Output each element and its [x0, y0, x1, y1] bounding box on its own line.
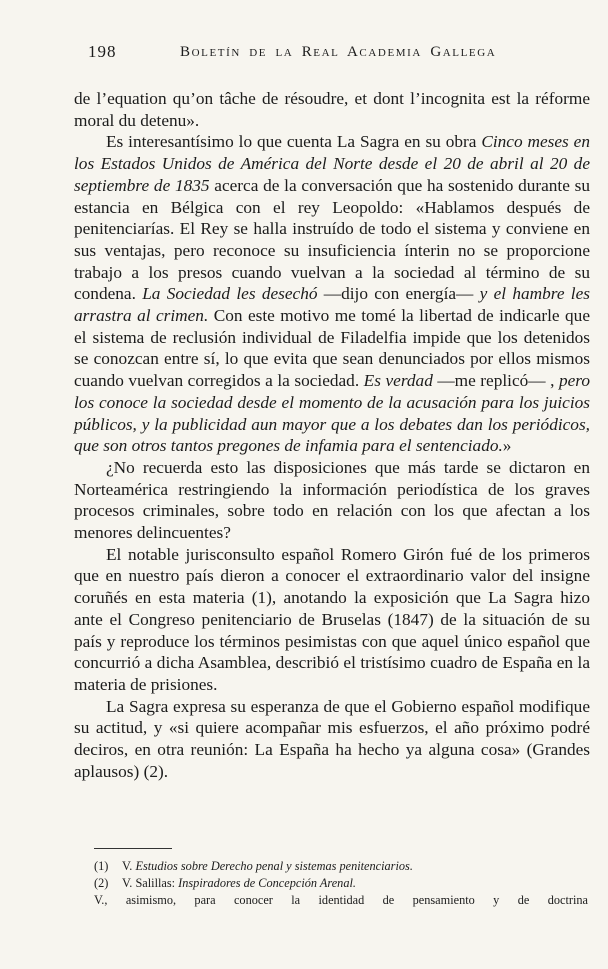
- paragraph-1: [74, 88, 590, 131]
- page-number: 198: [88, 42, 117, 61]
- running-title: Boletín de la Real Academia Gallega: [180, 44, 497, 60]
- italic-text-run: La Sociedad les desechó: [142, 284, 318, 304]
- footnote-number: (1): [94, 859, 109, 873]
- paragraph-5: [74, 696, 590, 783]
- italic-text-run: Inspiradores de Concepción Arenal.: [178, 876, 356, 890]
- text-run: La Sagra expresa su esperanza de que el Gobierno español modifique su actitud, y «si quiere acompañar mis esfuerzos, el año próximo podré deciros, en otra reunión: La España ha hecho ya alguna cosa» (Grandes aplausos) (2).: [74, 696, 590, 781]
- paragraph-4: [74, 544, 590, 696]
- italic-text-run: pero los conoce la sociedad desde el momento de la acusación para los juicios públicos, y la publicidad aun mayor que a los debates dan los periódicos, que son otros tantos pregones de infamia para el sentenciado.: [74, 371, 590, 456]
- text-run: El notable jurisconsulto español Romero Girón fué de los primeros que en nuestro país dieron a conocer el extraordinario valor del insigne coruñés en esta materia (1), anotando la exposición que La Sagra hizo ante el Congreso penitenciario de Bruselas (1847) de la situación de su país y reproduce los términos pesimistas con que aquel único español que concurrió a dicha Asamblea, describió el tristísimo cuadro de España en la materia de prisiones.: [74, 544, 590, 694]
- text-run: Es interesantísimo lo que cuenta La Sagra en su obra: [106, 132, 482, 152]
- body-text: [74, 88, 590, 783]
- page-header: [88, 42, 572, 64]
- text-run: de l’equation qu’on tâche de résoudre, et dont l’incognita est la réforme moral du detenu».: [74, 89, 590, 130]
- italic-text-run: y el hambre les arrastra al crimen.: [74, 284, 590, 326]
- text-run: »: [502, 436, 512, 456]
- text-run: V. Salillas:: [122, 876, 179, 890]
- text-run: Con este motivo me tomé la libertad de indicarle que el sistema de reclusión individual de Filadelfia impide que los detenidos se conozcan entre sí, lo que evita que sean denunciados por ellos mismos cuando vuelvan corregidos a la sociedad.: [74, 306, 590, 391]
- footnote-2: [94, 875, 588, 892]
- text-run: —dijo con energía—: [317, 284, 480, 304]
- text-run: acerca de la conversación que ha sostenido durante su estancia en Bélgica con el rey Leopoldo: «Hablamos después de penitenciarías. El Rey se halla instruído de todo el sistema y conviene en sus ventajas, pero reconoce su insuficiencia ínterin no se proporcione trabajo a los presos cuando vuelvan a la sociedad al término de su condena.: [74, 175, 590, 304]
- footnotes: [94, 858, 588, 909]
- paragraph-2: [74, 131, 590, 457]
- footnote-text: [122, 876, 356, 890]
- footnote-number: (2): [94, 876, 109, 890]
- footnote-text: [122, 859, 413, 873]
- italic-text-run: Es verdad: [363, 371, 433, 391]
- text-run: ¿No recuerda esto las disposiciones que más tarde se dictaron en Norteamérica restringiendo la información periodística de los graves procesos criminales, sobre todo en relación con los que afectan a los menores delincuentes?: [74, 457, 590, 543]
- text-run: V.: [122, 859, 136, 873]
- text-run: —me replicó— ,: [432, 371, 559, 391]
- paragraph-3: [74, 457, 590, 544]
- italic-text-run: Estudios sobre Derecho penal y sistemas penitenciarios.: [135, 859, 413, 873]
- italic-text-run: Cinco meses en los Estados Unidos de América del Norte desde el 20 de abril al 20 de septiembre de 1835: [74, 132, 590, 195]
- footnote-continuation: V., asimismo, para conocer la identidad de pensamiento y de doctrina: [94, 893, 588, 907]
- footnote-rule: [94, 848, 172, 849]
- footnote-1: [94, 858, 588, 875]
